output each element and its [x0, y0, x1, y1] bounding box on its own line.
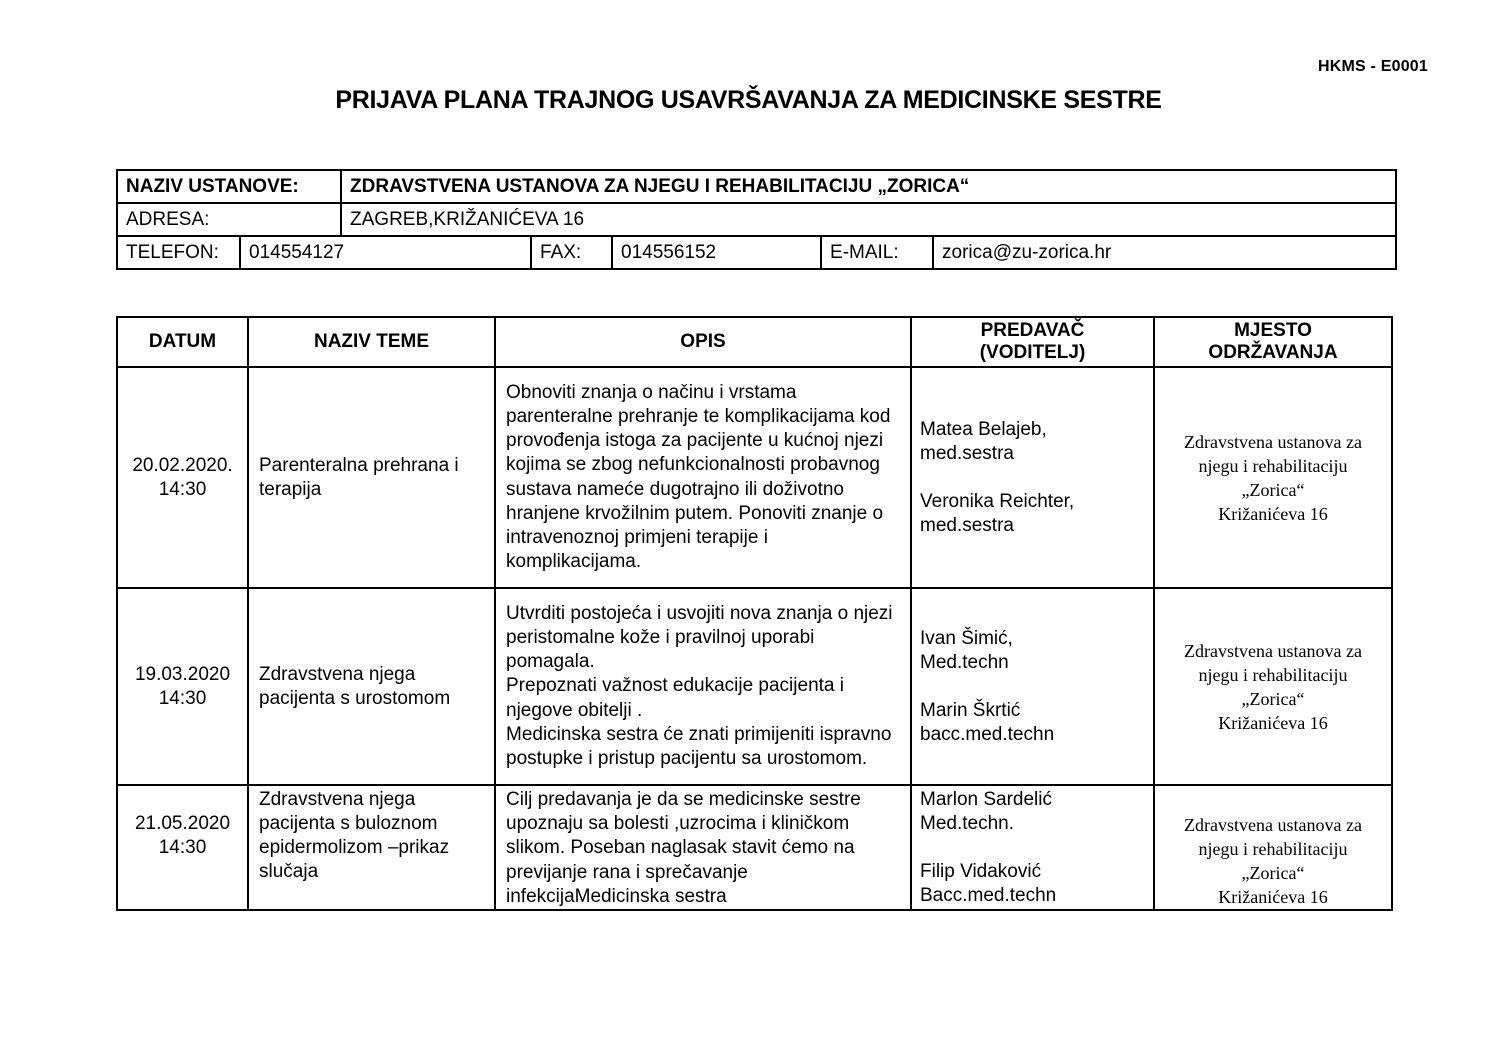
schedule-header-row: [117, 317, 1392, 367]
header-lecturer-line1: PREDAVAČ: [980, 320, 1085, 341]
place-line: „Zorica“: [1241, 479, 1305, 500]
institution-address-value: ZAGREB,KRIŽANIĆEVA 16: [341, 203, 1396, 236]
topic: Parenteralna prehrana i terapija: [248, 367, 495, 588]
lecturers-cell: [911, 588, 1154, 785]
lecturer-title: bacc.med.techn: [920, 723, 1055, 745]
table-row: [117, 588, 1392, 785]
description: Cilj predavanja je da se medicinske sestre upoznaju sa bolesti ,uzrocima i kliničkom slikom. Poseban naglasak stavit ćemo na previjanje rana i sprečavanje infekcijaMedicinska sestra: [495, 785, 911, 910]
header-lecturer-line2: (VODITELJ): [979, 342, 1086, 363]
place-line: Zdravstvena ustanova za: [1184, 640, 1362, 661]
place-line: njegu i rehabilitaciju: [1198, 664, 1348, 685]
place-line: „Zorica“: [1241, 863, 1305, 884]
place-line: „Zorica“: [1241, 688, 1305, 709]
lecturer-name: Veronika Reichter,: [920, 490, 1075, 512]
form-code: HKMS - E0001: [1318, 58, 1428, 75]
lecturers-cell: [911, 785, 1154, 910]
header-place-line1: MJESTO: [1234, 320, 1312, 341]
table-row: [117, 785, 1392, 910]
place-line: njegu i rehabilitaciju: [1198, 455, 1348, 476]
header-lecturer: [911, 317, 1154, 367]
fax-label: FAX:: [531, 236, 612, 269]
date: 20.02.2020.: [132, 454, 233, 476]
header-topic: NAZIV TEME: [248, 317, 495, 367]
lecturer-name: Filip Vidaković: [920, 861, 1042, 882]
place-line: njegu i rehabilitaciju: [1198, 839, 1348, 860]
institution-table: [116, 169, 1397, 270]
lecturer-title: Med.techn.: [920, 813, 1014, 834]
description-paragraph: Medicinska sestra će znati primijeniti ispravno postupke i pristup pacijentu sa urostomom.: [506, 723, 892, 769]
phone-value: 014554127: [240, 236, 531, 269]
date: 19.03.2020: [134, 663, 231, 685]
lecturer-title: med.sestra: [920, 514, 1014, 536]
topic: Zdravstvena njega pacijenta s urostomom: [248, 588, 495, 785]
place-cell: [1154, 367, 1392, 588]
header-place-line2: ODRŽAVANJA: [1208, 342, 1338, 363]
place-line: Križanićeva 16: [1218, 503, 1328, 524]
place-cell: [1154, 785, 1392, 910]
lecturer-title: Med.techn: [920, 651, 1009, 673]
time: 14:30: [158, 478, 207, 500]
place-line: Križanićeva 16: [1218, 887, 1328, 908]
lecturer-name: Ivan Šimić,: [920, 627, 1013, 649]
lecturer-title: Bacc.med.techn: [920, 885, 1057, 906]
lecturer-title: med.sestra: [920, 442, 1014, 464]
phone-label: TELEFON:: [117, 236, 240, 269]
date: 21.05.2020: [134, 813, 231, 834]
description-paragraph: Utvrditi postojeća i usvojiti nova znanja o njezi peristomalne kože i pravilnoj uporabi pomagala.: [506, 602, 893, 673]
topic: Zdravstvena njega pacijenta s buloznom epidermolizom –prikaz slučaja: [248, 785, 495, 910]
institution-contact-row: [117, 236, 1396, 269]
institution-address-label: ADRESA:: [117, 203, 341, 236]
header-date: DATUM: [117, 317, 248, 367]
email-value: zorica@zu-zorica.hr: [933, 236, 1396, 269]
place-line: Zdravstvena ustanova za: [1184, 815, 1362, 836]
header-description: OPIS: [495, 317, 911, 367]
fax-value: 014556152: [612, 236, 821, 269]
date-cell: [117, 588, 248, 785]
description: [495, 588, 911, 785]
date-cell: [117, 785, 248, 910]
date-cell: [117, 367, 248, 588]
institution-name-label: NAZIV USTANOVE:: [117, 170, 341, 203]
time: 14:30: [158, 837, 207, 858]
lecturers-cell: [911, 367, 1154, 588]
lecturer-name: Marlon Sardelić: [920, 789, 1052, 810]
description-paragraph: Prepoznati važnost edukacije pacijenta i njegove obitelji .: [506, 675, 844, 721]
email-label: E-MAIL:: [821, 236, 933, 269]
place-line: Križanićeva 16: [1218, 712, 1328, 733]
description: Obnoviti znanja o načinu i vrstama parenteralne prehranje te komplikacijama kod provođenja istoga za pacijente u kućnoj njezi kojima se zbog nefunkcionalnosti probavnog sustava nameće dugotrajno ili doživotno hranjene krvožilnim putem. Ponoviti znanje o intravenoznoj primjeni terapije i komplikacijama.: [495, 367, 911, 588]
lecturer-name: Matea Belajeb,: [920, 418, 1047, 440]
institution-name-value: ZDRAVSTVENA USTANOVA ZA NJEGU I REHABILITACIJU „ZORICA“: [341, 170, 1396, 203]
table-row: [117, 367, 1392, 588]
header-place: [1154, 317, 1392, 367]
institution-address-row: [117, 203, 1396, 236]
institution-name-row: [117, 170, 1396, 203]
place-cell: [1154, 588, 1392, 785]
time: 14:30: [158, 687, 207, 709]
lecturer-name: Marin Škrtić: [920, 699, 1021, 721]
place-line: Zdravstvena ustanova za: [1184, 431, 1362, 452]
page-title: PRIJAVA PLANA TRAJNOG USAVRŠAVANJA ZA MEDICINSKE SESTRE: [335, 86, 1162, 114]
schedule-table: [116, 316, 1393, 911]
